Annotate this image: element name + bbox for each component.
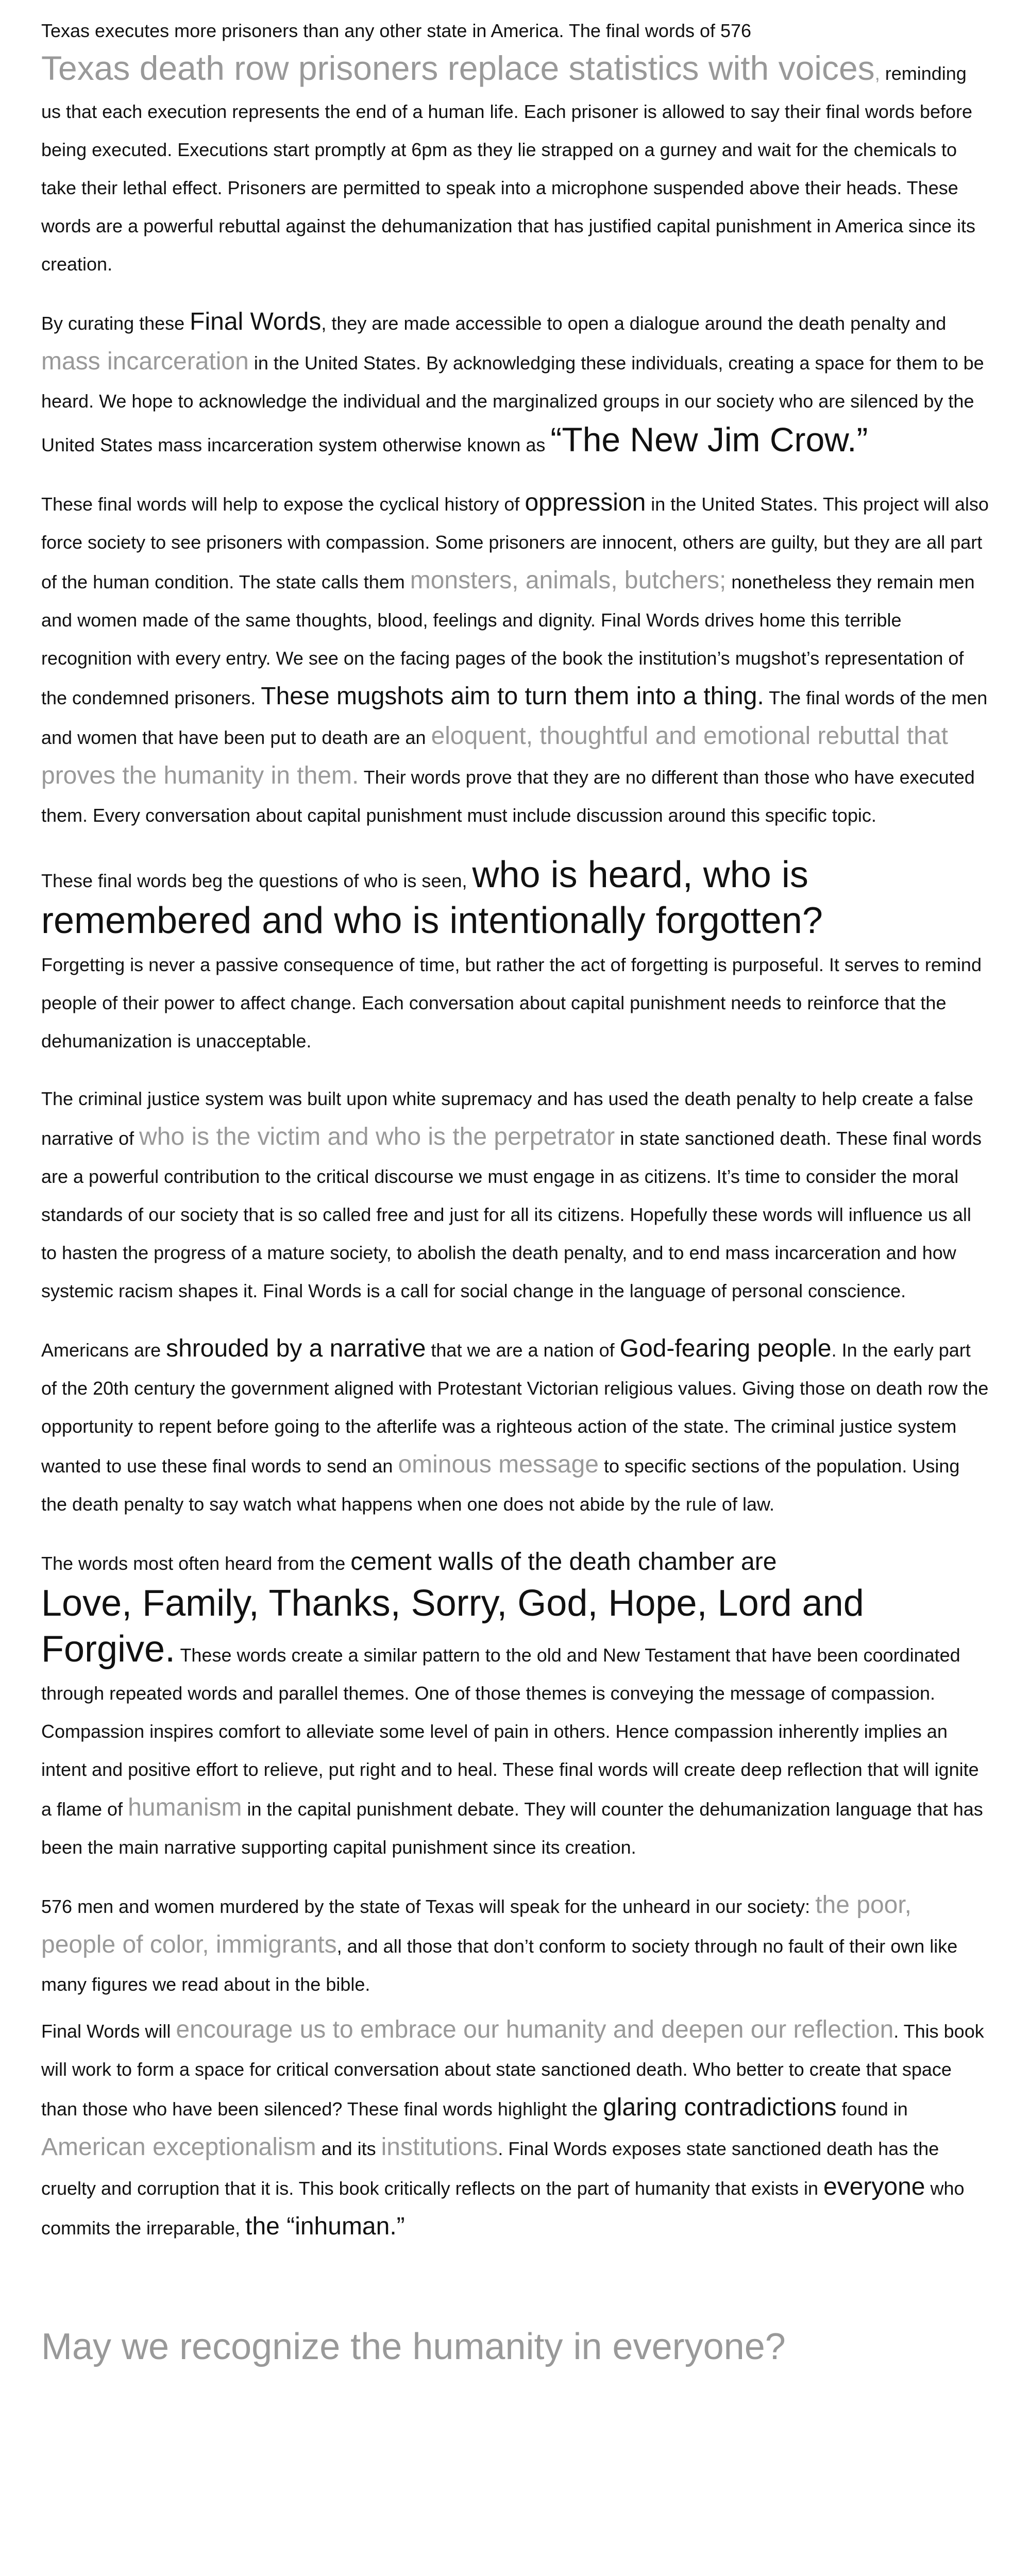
emphasis-new-jim-crow: “The New Jim Crow.” — [550, 420, 868, 459]
emphasis-cement-walls: cement walls of the death chamber are — [350, 1548, 777, 1575]
paragraph-text: in the United States. This project will also force society to see prisoners with compassion. Some prisoners are innocent, others are guilty, but they are all part of the human condition. The state calls them — [41, 494, 989, 592]
paragraph-text: in state sanctioned death. These final words are a powerful contribution to the critical discourse we must engage in as citizens. It’s time to consider the moral standards of our society that is so called free and just for all its citizens. Hopefully these words will influence us all to hasten the progress of a mature society, to abolish the death penalty, and to end mass incarceration and how systemic racism shapes it. Final Words is a call for social change in the language of personal conscience. — [41, 1128, 982, 1301]
paragraph-text: These words create a similar pattern to the old and New Testament that have been coordinated through repeated words and parallel themes. One of those themes is conveying the message of compassion. Compassion inspires comfort to alleviate some level of pain in others. Hence compassion inherently implies an intent and positive effort to relieve, put right and to heal. These final words will create deep reflection that will ignite a flame of — [41, 1645, 979, 1820]
emphasis-american-exceptionalism: American exceptionalism — [41, 2133, 316, 2161]
emphasis-ominous-message: ominous message — [398, 1451, 599, 1478]
paragraph-text: Americans are — [41, 1340, 166, 1361]
paragraph-encourage — [41, 2011, 989, 2247]
paragraph-final-words — [41, 303, 989, 464]
paragraph-text: , they are made accessible to open a dialogue around the death penalty and — [321, 313, 947, 334]
paragraph-death-chamber — [41, 1543, 989, 1867]
paragraph-text: that we are a nation of — [426, 1340, 620, 1361]
headline-comma: , — [874, 63, 880, 84]
paragraph-text: . This book will work to form a space for critical conversation about state sanctioned death. Who better to create that space than those who have been silenced? These final words highlight the — [41, 2021, 984, 2120]
emphasis-victim-perpetrator: who is the victim and who is the perpetrator — [139, 1123, 615, 1150]
headline-statistics-voices: Texas death row prisoners replace statistics with voices — [41, 49, 875, 87]
emphasis-shrouded: shrouded by a narrative — [166, 1335, 426, 1362]
paragraph-unheard — [41, 1886, 989, 2004]
paragraph-text: in the capital punishment debate. They will counter the dehumanization language that has been the main narrative supporting capital punishment since its creation. — [41, 1799, 983, 1858]
spacer — [41, 2267, 989, 2324]
paragraph-text: By curating these — [41, 313, 190, 334]
paragraph-text: , and all those that don’t conform to society through no fault of their own like many figures we read about in the bible. — [41, 1936, 958, 1995]
paragraph-text: nonetheless they remain men and women made of the same thoughts, blood, feelings and dignity. Final Words drives home this terrible recognition with every entry. We see on the facing pages of the book the institution’s mugshot’s representation of the condemned prisoners. — [41, 571, 975, 708]
paragraph-text: and its — [316, 2138, 381, 2159]
emphasis-institutions: institutions — [381, 2133, 498, 2161]
emphasis-inhuman: the “inhuman.” — [245, 2213, 405, 2240]
emphasis-mass-incarceration: mass incarceration — [41, 348, 249, 375]
paragraph-text: 576 men and women murdered by the state of Texas will speak for the unheard in our society: — [41, 1896, 816, 1917]
emphasis-the-poor: the poor, people of color, immigrants — [41, 1891, 912, 1958]
paragraph-text: These final words will help to expose the cyclical history of — [41, 494, 525, 515]
paragraph-text: Final Words will — [41, 2021, 176, 2042]
paragraph-text: The final words of the men and women that have been put to death are an — [41, 687, 988, 748]
emphasis-monsters: monsters, animals, butchers; — [410, 567, 727, 594]
emphasis-final-words: Final Words — [190, 308, 322, 335]
paragraph-narrative — [41, 1330, 989, 1523]
emphasis-who-is-heard: who is heard, who is remembered and who is intentionally forgotten? — [41, 854, 823, 941]
paragraph-text: who commits the irreparable, — [41, 2178, 965, 2239]
emphasis-god-fearing: God-fearing people — [619, 1335, 832, 1362]
paragraph-text: Their words prove that they are no different than those who have executed them. Every conversation about capital punishment must include discussion around this specific topic. — [41, 767, 975, 826]
emphasis-humanism: humanism — [128, 1794, 242, 1821]
closing-question: May we recognize the humanity in everyone? — [41, 2326, 786, 2367]
paragraph-text: These final words beg the questions of who is seen, — [41, 870, 472, 891]
paragraph-text: . Final Words exposes state sanctioned death has the cruelty and corruption that it is. This book critically reflects on the part of humanity that exists in — [41, 2138, 939, 2199]
emphasis-mugshots: These mugshots aim to turn them into a thing. — [261, 683, 764, 710]
paragraph-text: The words most often heard from the — [41, 1553, 351, 1574]
intro-line: Texas executes more prisoners than any other state in America. The final words of 576 — [41, 20, 752, 41]
paragraph-false-narrative — [41, 1080, 989, 1310]
paragraph-text: . In the early part of the 20th century the government aligned with Protestant Victorian religious values. Giving those on death row the opportunity to repent before going to the afterlife was a righteous action of the state. The criminal justice system wanted to use these final words to send an — [41, 1340, 989, 1477]
paragraph-text: reminding us that each execution represents the end of a human life. Each prisoner is allowed to say their final words before being executed. Executions start promptly at 6pm as they lie strapped on a gurney and wait for the chemicals to take their lethal effect. Prisoners are permitted to speak into a microphone suspended above their heads. These words are a powerful rebuttal against the dehumanization that has justified capital punishment in America since its creation. — [41, 63, 976, 275]
paragraph-oppression — [41, 484, 989, 835]
paragraph-text: Forgetting is never a passive consequence of time, but rather the act of forgetting is purposeful. It serves to remind people of their power to affect change. Each conversation about capital punishment needs to reinforce that the dehumanization is unacceptable. — [41, 954, 982, 1052]
emphasis-encourage: encourage us to embrace our humanity and deepen our reflection — [176, 2016, 894, 2043]
emphasis-common-words: Love, Family, Thanks, Sorry, God, Hope, Lord and Forgive. — [41, 1583, 864, 1670]
paragraph-text: to specific sections of the population. Using the death penalty to say watch what happens when one does not abide by the rule of law. — [41, 1455, 960, 1515]
paragraph-statistics-voices — [41, 47, 989, 283]
emphasis-oppression: oppression — [525, 489, 646, 516]
emphasis-eloquent-rebuttal: eloquent, thoughtful and emotional rebuttal that proves the humanity in them. — [41, 722, 948, 789]
emphasis-glaring-contradictions: glaring contradictions — [603, 2094, 837, 2121]
paragraph-text: in the United States. By acknowledging these individuals, creating a space for them to be heard. We hope to acknowledge the individual and the marginalized groups in our society who are silenced by the United States mass incarceration system otherwise known as — [41, 352, 984, 455]
paragraph-text: found in — [836, 2098, 908, 2120]
emphasis-everyone: everyone — [823, 2173, 925, 2200]
paragraph-text: The criminal justice system was built upon white supremacy and has used the death penalty to help create a false narrative of — [41, 1088, 973, 1149]
paragraph-who-is-heard — [41, 854, 989, 1060]
